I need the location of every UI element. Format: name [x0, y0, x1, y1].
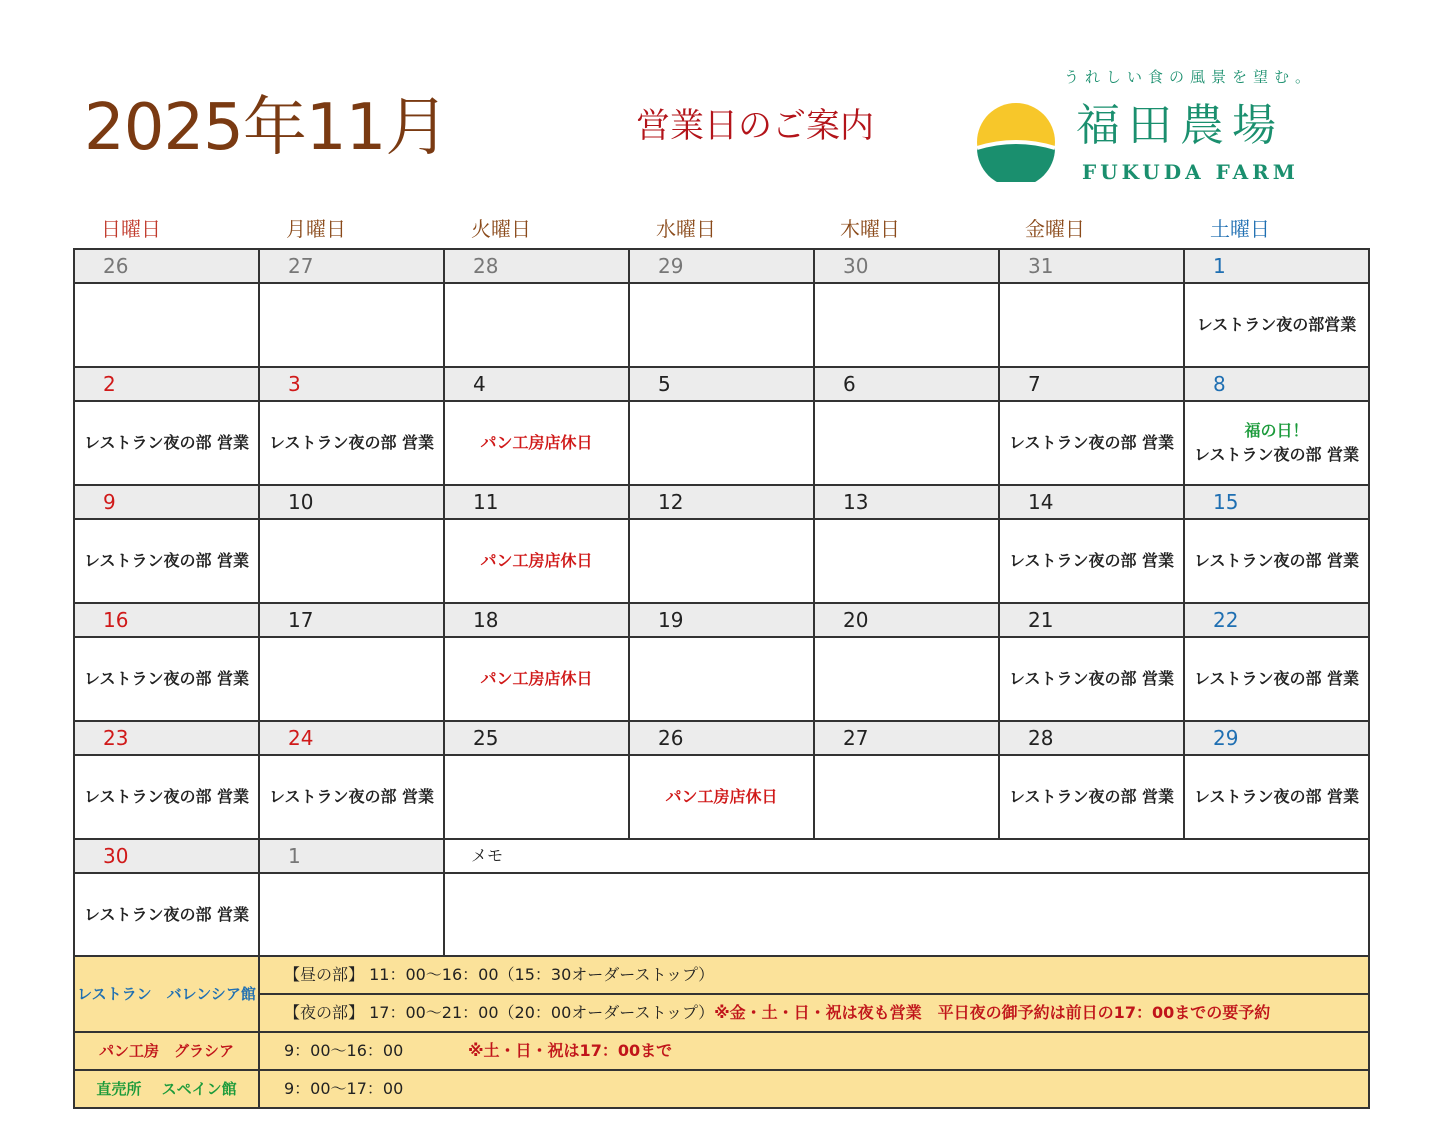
day-event — [444, 755, 629, 839]
week-1-dates — [74, 249, 1369, 283]
day-number: 1 — [259, 839, 444, 873]
day-number: 3 — [259, 367, 444, 401]
day-event: レストラン夜の部 営業 — [74, 755, 259, 839]
shop-hours: 9：00～17：00 — [259, 1070, 1369, 1108]
day-number: 28 — [444, 249, 629, 283]
bakery-note: ※土・日・祝は17：00まで — [468, 1041, 673, 1060]
day-number: 28 — [999, 721, 1184, 755]
day-number: 14 — [999, 485, 1184, 519]
restaurant-label-text: レストラン バレンシア館 — [77, 985, 256, 1003]
page-title: 2025年11月 — [84, 91, 449, 165]
restaurant-label — [74, 956, 259, 1032]
day-number: 16 — [74, 603, 259, 637]
day-event — [814, 519, 999, 603]
weekday-header — [73, 212, 1368, 246]
day-number: 4 — [444, 367, 629, 401]
day-event: レストラン夜の部営業 — [1184, 283, 1369, 367]
bakery-label-text: パン工房 グラシア — [98, 1042, 234, 1060]
day-number: 10 — [259, 485, 444, 519]
day-number: 7 — [999, 367, 1184, 401]
bakery-closed-label: パン工房店休日 — [480, 433, 593, 452]
day-event — [444, 401, 629, 485]
bakery-hours-cell — [259, 1032, 1369, 1070]
week-5-events — [74, 755, 1369, 839]
weekday-wednesday: 水曜日 — [656, 217, 716, 241]
week-1-events — [74, 283, 1369, 367]
week-6-dates — [74, 839, 1369, 873]
day-event — [629, 755, 814, 839]
day-number: 6 — [814, 367, 999, 401]
day-event: レストラン夜の部 営業 — [999, 401, 1184, 485]
sun-field-icon — [976, 102, 1056, 182]
restaurant-dinner-row — [74, 994, 1369, 1032]
lunch-hours: 【昼の部】 11：00～16：00（15：30オーダーストップ） — [259, 956, 1369, 994]
day-number: 19 — [629, 603, 814, 637]
dinner-hours: 【夜の部】 17：00～21：00（20：00オーダーストップ） — [284, 1003, 715, 1022]
week-5-dates — [74, 721, 1369, 755]
day-event — [629, 401, 814, 485]
fukuda-farm-logo — [972, 64, 1322, 194]
day-event: レストラン夜の部 営業 — [74, 519, 259, 603]
day-event: レストラン夜の部 営業 — [999, 637, 1184, 721]
week-3-events — [74, 519, 1369, 603]
day-number: 27 — [259, 249, 444, 283]
day-number: 27 — [814, 721, 999, 755]
day-event — [444, 637, 629, 721]
day-event — [814, 283, 999, 367]
day-number: 5 — [629, 367, 814, 401]
day-number: 30 — [814, 249, 999, 283]
day-number: 12 — [629, 485, 814, 519]
day-number: 8 — [1184, 367, 1369, 401]
day-event — [259, 519, 444, 603]
day-event — [444, 283, 629, 367]
logo-tagline: うれしい食の風景を望む。 — [1064, 68, 1317, 86]
weekday-tuesday: 火曜日 — [471, 217, 531, 241]
day-event — [629, 637, 814, 721]
bakery-hours: 9：00～16：00 — [284, 1041, 404, 1060]
day-event — [74, 283, 259, 367]
day-number: 11 — [444, 485, 629, 519]
day-event — [629, 283, 814, 367]
day-number: 15 — [1184, 485, 1369, 519]
week-2-events — [74, 401, 1369, 485]
weekday-sunday: 日曜日 — [101, 217, 161, 241]
day-event — [814, 637, 999, 721]
day-number: 22 — [1184, 603, 1369, 637]
shop-row — [74, 1070, 1369, 1108]
bakery-closed-label: パン工房店休日 — [480, 669, 593, 688]
day-event-text: レストラン夜の部 営業 — [1193, 445, 1360, 464]
day-event — [629, 519, 814, 603]
day-number: 23 — [74, 721, 259, 755]
logo-name-en: FUKUDA FARM — [1082, 160, 1299, 184]
shop-label-text: 直売所 スペイン館 — [96, 1080, 237, 1098]
day-number: 29 — [629, 249, 814, 283]
dinner-hours-cell — [259, 994, 1369, 1032]
day-number: 25 — [444, 721, 629, 755]
page-subtitle: 営業日のご案内 — [636, 106, 874, 146]
day-number: 20 — [814, 603, 999, 637]
day-number: 26 — [74, 249, 259, 283]
day-event — [444, 519, 629, 603]
week-2-dates — [74, 367, 1369, 401]
bakery-closed-label: パン工房店休日 — [480, 551, 593, 570]
logo-name: 福田農場 — [1076, 100, 1284, 151]
day-number: 29 — [1184, 721, 1369, 755]
day-event — [259, 873, 444, 957]
day-event: レストラン夜の部 営業 — [1184, 637, 1369, 721]
weekday-saturday: 土曜日 — [1210, 217, 1270, 241]
dinner-note: ※金・土・日・祝は夜も営業 平日夜の御予約は前日の17：00までの要予約 — [714, 1003, 1271, 1022]
day-event: レストラン夜の部 営業 — [1184, 519, 1369, 603]
bakery-closed-label: パン工房店休日 — [665, 787, 778, 806]
bakery-row — [74, 1032, 1369, 1070]
week-6-events — [74, 873, 1369, 957]
day-event: レストラン夜の部 営業 — [74, 637, 259, 721]
day-event: レストラン夜の部 営業 — [74, 401, 259, 485]
day-event: レストラン夜の部 営業 — [999, 519, 1184, 603]
weekday-friday: 金曜日 — [1025, 217, 1085, 241]
day-number: 1 — [1184, 249, 1369, 283]
week-4-dates — [74, 603, 1369, 637]
day-event — [814, 401, 999, 485]
day-event: レストラン夜の部 営業 — [74, 873, 259, 957]
day-number: 2 — [74, 367, 259, 401]
weekday-monday: 月曜日 — [286, 217, 346, 241]
day-event: レストラン夜の部 営業 — [259, 755, 444, 839]
day-event: レストラン夜の部 営業 — [1184, 755, 1369, 839]
restaurant-lunch-row — [74, 956, 1369, 994]
day-event: レストラン夜の部 営業 — [259, 401, 444, 485]
memo-area — [444, 873, 1369, 957]
day-number: 9 — [74, 485, 259, 519]
day-number: 31 — [999, 249, 1184, 283]
memo-label: メモ — [444, 839, 1369, 873]
day-event — [259, 283, 444, 367]
week-3-dates — [74, 485, 1369, 519]
weekday-thursday: 木曜日 — [840, 217, 900, 241]
day-event — [814, 755, 999, 839]
day-number: 21 — [999, 603, 1184, 637]
week-4-events — [74, 637, 1369, 721]
day-event — [999, 283, 1184, 367]
day-number: 18 — [444, 603, 629, 637]
business-hours-table — [73, 955, 1368, 1109]
day-number: 13 — [814, 485, 999, 519]
day-event — [1184, 401, 1369, 485]
day-number: 30 — [74, 839, 259, 873]
day-event: レストラン夜の部 営業 — [999, 755, 1184, 839]
fuku-no-hi-label: 福の日！ — [1244, 421, 1309, 440]
day-number: 17 — [259, 603, 444, 637]
calendar-grid — [73, 248, 1368, 958]
day-number: 24 — [259, 721, 444, 755]
bakery-label — [74, 1032, 259, 1070]
shop-label — [74, 1070, 259, 1108]
day-number: 26 — [629, 721, 814, 755]
day-event — [259, 637, 444, 721]
